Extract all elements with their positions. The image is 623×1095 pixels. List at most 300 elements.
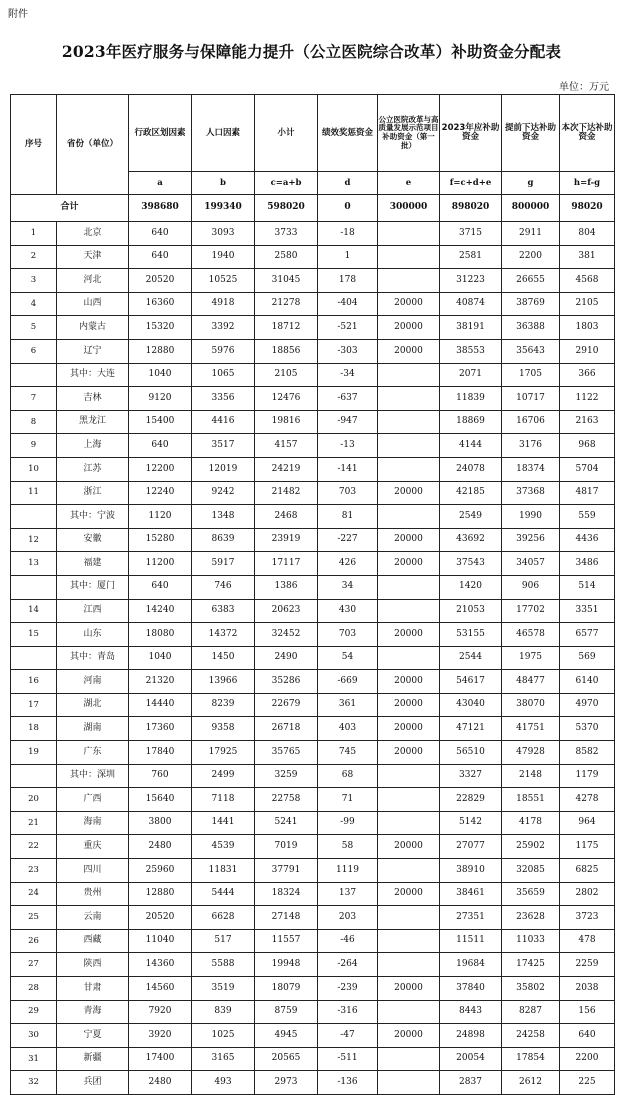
table-row (11, 1000, 615, 1024)
table-row (11, 387, 615, 411)
cell-subtotal: 2468 (255, 505, 318, 529)
table-row (11, 670, 615, 694)
cell-due2023: 24078 (440, 457, 502, 481)
cell-population: 1025 (192, 1024, 255, 1048)
cell-province: 海南 (57, 811, 129, 835)
cell-current: 3351 (560, 599, 615, 623)
cell-population: 3392 (192, 316, 255, 340)
cell-subtotal: 18079 (255, 977, 318, 1001)
cell-performance: 203 (318, 906, 378, 930)
table-row (11, 575, 615, 599)
cell-current: 1122 (560, 387, 615, 411)
cell-province: 云南 (57, 906, 129, 930)
table-row (11, 835, 615, 859)
cell-due2023: 2071 (440, 363, 502, 387)
cell-performance: 68 (318, 764, 378, 788)
cell-demo: 20000 (378, 693, 440, 717)
cell-seq: 14 (11, 599, 57, 623)
cell-subtotal: 8759 (255, 1000, 318, 1024)
cell-due2023: 42185 (440, 481, 502, 505)
cell-advance: 26655 (502, 269, 560, 293)
cell-subtotal: 35765 (255, 741, 318, 765)
cell-population: 2499 (192, 764, 255, 788)
table-row (11, 457, 615, 481)
cell-current: 4970 (560, 693, 615, 717)
cell-subtotal: 35286 (255, 670, 318, 694)
cell-province: 宁夏 (57, 1024, 129, 1048)
cell-due2023: 2544 (440, 646, 502, 670)
cell-current: 6140 (560, 670, 615, 694)
cell-current: 156 (560, 1000, 615, 1024)
table-row (11, 859, 615, 883)
cell-population: 7118 (192, 788, 255, 812)
table-row (11, 882, 615, 906)
cell-demo: 20000 (378, 552, 440, 576)
cell-seq: 7 (11, 387, 57, 411)
cell-advance: 41751 (502, 717, 560, 741)
cell-seq: 19 (11, 741, 57, 765)
cell-province: 兵团 (57, 1071, 129, 1095)
cell-current: 3486 (560, 552, 615, 576)
table-row (11, 646, 615, 670)
cell-due2023: 21053 (440, 599, 502, 623)
cell-demo (378, 410, 440, 434)
cell-province: 浙江 (57, 481, 129, 505)
cell-performance: -34 (318, 363, 378, 387)
cell-seq (11, 505, 57, 529)
cell-current: 2910 (560, 339, 615, 363)
cell-population: 5444 (192, 882, 255, 906)
cell-demo (378, 1000, 440, 1024)
cell-admin: 760 (129, 764, 192, 788)
header-current: 本次下达补助资金 (560, 95, 615, 172)
cell-province: 江西 (57, 599, 129, 623)
cell-admin: 12240 (129, 481, 192, 505)
cell-current: 964 (560, 811, 615, 835)
cell-population: 6383 (192, 599, 255, 623)
cell-current: 514 (560, 575, 615, 599)
cell-seq: 10 (11, 457, 57, 481)
cell-demo: 20000 (378, 977, 440, 1001)
cell-population: 5588 (192, 953, 255, 977)
cell-advance: 36388 (502, 316, 560, 340)
cell-demo (378, 222, 440, 246)
cell-subtotal: 22679 (255, 693, 318, 717)
cell-current: 4436 (560, 528, 615, 552)
cell-seq: 30 (11, 1024, 57, 1048)
cell-seq: 20 (11, 788, 57, 812)
cell-current: 4278 (560, 788, 615, 812)
cell-seq: 18 (11, 717, 57, 741)
cell-admin: 21320 (129, 670, 192, 694)
cell-population: 5976 (192, 339, 255, 363)
code-current: h=f-g (560, 172, 615, 195)
cell-province: 贵州 (57, 882, 129, 906)
cell-subtotal: 3733 (255, 222, 318, 246)
cell-demo (378, 906, 440, 930)
cell-admin: 1040 (129, 363, 192, 387)
cell-performance: 426 (318, 552, 378, 576)
cell-subtotal: 12476 (255, 387, 318, 411)
cell-due2023: 11839 (440, 387, 502, 411)
cell-province: 江苏 (57, 457, 129, 481)
header-performance: 绩效奖惩资金 (318, 95, 378, 172)
code-population: b (192, 172, 255, 195)
cell-due2023: 37840 (440, 977, 502, 1001)
total-demo: 300000 (378, 195, 440, 222)
cell-due2023: 20054 (440, 1047, 502, 1071)
cell-population: 6628 (192, 906, 255, 930)
cell-seq: 15 (11, 623, 57, 647)
cell-province: 北京 (57, 222, 129, 246)
cell-demo: 20000 (378, 670, 440, 694)
cell-current: 1179 (560, 764, 615, 788)
cell-performance: -239 (318, 977, 378, 1001)
cell-admin: 17360 (129, 717, 192, 741)
cell-admin: 15400 (129, 410, 192, 434)
cell-advance: 32085 (502, 859, 560, 883)
cell-current: 2105 (560, 292, 615, 316)
cell-advance: 2612 (502, 1071, 560, 1095)
header-population: 人口因素 (192, 95, 255, 172)
cell-province: 其中：大连 (57, 363, 129, 387)
cell-seq: 2 (11, 245, 57, 269)
table-row (11, 245, 615, 269)
cell-advance: 48477 (502, 670, 560, 694)
header-due2023: 2023年应补助资金 (440, 95, 502, 172)
header-demo: 公立医院改革与高质量发展示范项目补助资金（第一批） (378, 95, 440, 172)
cell-subtotal: 18324 (255, 882, 318, 906)
table-row (11, 811, 615, 835)
cell-advance: 25902 (502, 835, 560, 859)
table-row (11, 505, 615, 529)
cell-current: 2038 (560, 977, 615, 1001)
cell-province: 天津 (57, 245, 129, 269)
cell-demo: 20000 (378, 741, 440, 765)
table-row (11, 292, 615, 316)
cell-subtotal: 18856 (255, 339, 318, 363)
cell-subtotal: 3259 (255, 764, 318, 788)
cell-province: 其中：厦门 (57, 575, 129, 599)
cell-due2023: 27351 (440, 906, 502, 930)
cell-admin: 1120 (129, 505, 192, 529)
total-current: 98020 (560, 195, 615, 222)
cell-seq: 11 (11, 481, 57, 505)
cell-due2023: 43692 (440, 528, 502, 552)
cell-performance: 34 (318, 575, 378, 599)
cell-advance: 47928 (502, 741, 560, 765)
table-row (11, 316, 615, 340)
cell-seq: 28 (11, 977, 57, 1001)
cell-seq: 17 (11, 693, 57, 717)
cell-due2023: 31223 (440, 269, 502, 293)
cell-population: 3356 (192, 387, 255, 411)
cell-population: 8239 (192, 693, 255, 717)
cell-due2023: 54617 (440, 670, 502, 694)
cell-advance: 23628 (502, 906, 560, 930)
cell-due2023: 1420 (440, 575, 502, 599)
cell-advance: 4178 (502, 811, 560, 835)
table-row (11, 222, 615, 246)
cell-performance: 58 (318, 835, 378, 859)
cell-province: 广西 (57, 788, 129, 812)
cell-due2023: 47121 (440, 717, 502, 741)
header-advance: 提前下达补助资金 (502, 95, 560, 172)
cell-subtotal: 26718 (255, 717, 318, 741)
cell-due2023: 38910 (440, 859, 502, 883)
cell-current: 5704 (560, 457, 615, 481)
cell-advance: 35802 (502, 977, 560, 1001)
cell-advance: 46578 (502, 623, 560, 647)
cell-advance: 38070 (502, 693, 560, 717)
cell-performance: -46 (318, 929, 378, 953)
cell-advance: 17854 (502, 1047, 560, 1071)
cell-current: 2163 (560, 410, 615, 434)
cell-demo: 20000 (378, 339, 440, 363)
cell-admin: 18080 (129, 623, 192, 647)
cell-due2023: 37543 (440, 552, 502, 576)
table-row (11, 764, 615, 788)
cell-subtotal: 1386 (255, 575, 318, 599)
cell-demo: 20000 (378, 835, 440, 859)
cell-advance: 2200 (502, 245, 560, 269)
cell-subtotal: 7019 (255, 835, 318, 859)
cell-demo (378, 646, 440, 670)
cell-performance: 71 (318, 788, 378, 812)
table-row (11, 552, 615, 576)
cell-population: 1940 (192, 245, 255, 269)
total-label: 合计 (11, 195, 129, 222)
cell-advance: 906 (502, 575, 560, 599)
cell-due2023: 22829 (440, 788, 502, 812)
cell-subtotal: 20565 (255, 1047, 318, 1071)
cell-performance: 1 (318, 245, 378, 269)
cell-seq: 25 (11, 906, 57, 930)
total-subtotal: 598020 (255, 195, 318, 222)
cell-demo: 20000 (378, 1024, 440, 1048)
cell-performance: 430 (318, 599, 378, 623)
cell-admin: 12880 (129, 882, 192, 906)
cell-advance: 1975 (502, 646, 560, 670)
table-row (11, 741, 615, 765)
cell-current: 1803 (560, 316, 615, 340)
cell-current: 381 (560, 245, 615, 269)
cell-province: 陕西 (57, 953, 129, 977)
cell-admin: 15320 (129, 316, 192, 340)
cell-subtotal: 2105 (255, 363, 318, 387)
cell-admin: 14440 (129, 693, 192, 717)
cell-population: 14372 (192, 623, 255, 647)
cell-admin: 14240 (129, 599, 192, 623)
cell-province: 黑龙江 (57, 410, 129, 434)
cell-admin: 14560 (129, 977, 192, 1001)
cell-advance: 38769 (502, 292, 560, 316)
cell-demo (378, 1047, 440, 1071)
cell-seq: 13 (11, 552, 57, 576)
cell-subtotal: 27148 (255, 906, 318, 930)
cell-advance: 11033 (502, 929, 560, 953)
cell-demo (378, 245, 440, 269)
cell-performance: -511 (318, 1047, 378, 1071)
cell-current: 4817 (560, 481, 615, 505)
total-advance: 800000 (502, 195, 560, 222)
cell-subtotal: 32452 (255, 623, 318, 647)
table-row (11, 481, 615, 505)
cell-population: 517 (192, 929, 255, 953)
cell-admin: 17400 (129, 1047, 192, 1071)
cell-performance: 703 (318, 623, 378, 647)
cell-subtotal: 22758 (255, 788, 318, 812)
header-subtotal: 小计 (255, 95, 318, 172)
cell-province: 湖北 (57, 693, 129, 717)
cell-province: 重庆 (57, 835, 129, 859)
cell-advance: 39256 (502, 528, 560, 552)
cell-demo (378, 953, 440, 977)
cell-performance: -947 (318, 410, 378, 434)
cell-population: 1348 (192, 505, 255, 529)
cell-due2023: 38461 (440, 882, 502, 906)
cell-admin: 15280 (129, 528, 192, 552)
cell-due2023: 43040 (440, 693, 502, 717)
cell-performance: -637 (318, 387, 378, 411)
cell-seq: 8 (11, 410, 57, 434)
cell-province: 内蒙古 (57, 316, 129, 340)
cell-advance: 10717 (502, 387, 560, 411)
table-row (11, 1024, 615, 1048)
cell-current: 804 (560, 222, 615, 246)
cell-subtotal: 21482 (255, 481, 318, 505)
cell-subtotal: 17117 (255, 552, 318, 576)
cell-performance: 361 (318, 693, 378, 717)
cell-performance: -669 (318, 670, 378, 694)
cell-subtotal: 21278 (255, 292, 318, 316)
cell-demo: 20000 (378, 623, 440, 647)
cell-admin: 9120 (129, 387, 192, 411)
cell-seq: 22 (11, 835, 57, 859)
total-performance: 0 (318, 195, 378, 222)
cell-province: 西藏 (57, 929, 129, 953)
cell-demo: 20000 (378, 717, 440, 741)
cell-current: 8582 (560, 741, 615, 765)
table-row (11, 434, 615, 458)
code-demo: e (378, 172, 440, 195)
cell-performance: -264 (318, 953, 378, 977)
total-population: 199340 (192, 195, 255, 222)
cell-advance: 1705 (502, 363, 560, 387)
cell-due2023: 4144 (440, 434, 502, 458)
cell-advance: 18374 (502, 457, 560, 481)
table-row (11, 953, 615, 977)
cell-population: 11831 (192, 859, 255, 883)
cell-current: 1175 (560, 835, 615, 859)
table-row (11, 906, 615, 930)
cell-population: 4539 (192, 835, 255, 859)
cell-performance: -18 (318, 222, 378, 246)
cell-population: 10525 (192, 269, 255, 293)
cell-subtotal: 37791 (255, 859, 318, 883)
cell-subtotal: 24219 (255, 457, 318, 481)
cell-advance: 17702 (502, 599, 560, 623)
cell-subtotal: 31045 (255, 269, 318, 293)
cell-admin: 25960 (129, 859, 192, 883)
cell-seq: 9 (11, 434, 57, 458)
cell-advance: 35643 (502, 339, 560, 363)
cell-subtotal: 2973 (255, 1071, 318, 1095)
cell-admin: 2480 (129, 835, 192, 859)
cell-advance: 3176 (502, 434, 560, 458)
cell-performance: -303 (318, 339, 378, 363)
cell-current: 2802 (560, 882, 615, 906)
cell-population: 3093 (192, 222, 255, 246)
cell-due2023: 19684 (440, 953, 502, 977)
code-admin: a (129, 172, 192, 195)
page-title: 2023年医疗服务与保障能力提升（公立医院综合改革）补助资金分配表 (61, 42, 562, 61)
cell-seq: 3 (11, 269, 57, 293)
cell-seq: 21 (11, 811, 57, 835)
cell-province: 安徽 (57, 528, 129, 552)
cell-admin: 17840 (129, 741, 192, 765)
cell-seq: 12 (11, 528, 57, 552)
cell-subtotal: 23919 (255, 528, 318, 552)
cell-demo (378, 505, 440, 529)
cell-admin: 11040 (129, 929, 192, 953)
cell-subtotal: 5241 (255, 811, 318, 835)
cell-current: 6825 (560, 859, 615, 883)
cell-current: 225 (560, 1071, 615, 1095)
cell-demo (378, 764, 440, 788)
cell-province: 湖南 (57, 717, 129, 741)
code-subtotal: c=a+b (255, 172, 318, 195)
cell-subtotal: 2490 (255, 646, 318, 670)
table-row (11, 363, 615, 387)
cell-due2023: 38553 (440, 339, 502, 363)
cell-population: 4918 (192, 292, 255, 316)
total-due2023: 898020 (440, 195, 502, 222)
cell-province: 其中：宁波 (57, 505, 129, 529)
table-row (11, 1047, 615, 1071)
cell-demo (378, 859, 440, 883)
cell-subtotal: 19948 (255, 953, 318, 977)
cell-population: 17925 (192, 741, 255, 765)
cell-province: 辽宁 (57, 339, 129, 363)
header-row (11, 95, 615, 172)
cell-due2023: 3327 (440, 764, 502, 788)
cell-admin: 2480 (129, 1071, 192, 1095)
cell-admin: 14360 (129, 953, 192, 977)
cell-province: 河南 (57, 670, 129, 694)
cell-admin: 16360 (129, 292, 192, 316)
cell-admin: 640 (129, 245, 192, 269)
cell-population: 3517 (192, 434, 255, 458)
header-seq: 序号 (11, 95, 57, 195)
cell-current: 2259 (560, 953, 615, 977)
cell-population: 3519 (192, 977, 255, 1001)
cell-seq: 23 (11, 859, 57, 883)
cell-seq: 27 (11, 953, 57, 977)
cell-seq: 1 (11, 222, 57, 246)
cell-current: 366 (560, 363, 615, 387)
cell-province: 山东 (57, 623, 129, 647)
cell-admin: 7920 (129, 1000, 192, 1024)
cell-due2023: 5142 (440, 811, 502, 835)
cell-admin: 12200 (129, 457, 192, 481)
cell-demo: 20000 (378, 882, 440, 906)
cell-population: 3165 (192, 1047, 255, 1071)
cell-current: 569 (560, 646, 615, 670)
cell-advance: 2911 (502, 222, 560, 246)
cell-performance: -141 (318, 457, 378, 481)
cell-seq: 31 (11, 1047, 57, 1071)
